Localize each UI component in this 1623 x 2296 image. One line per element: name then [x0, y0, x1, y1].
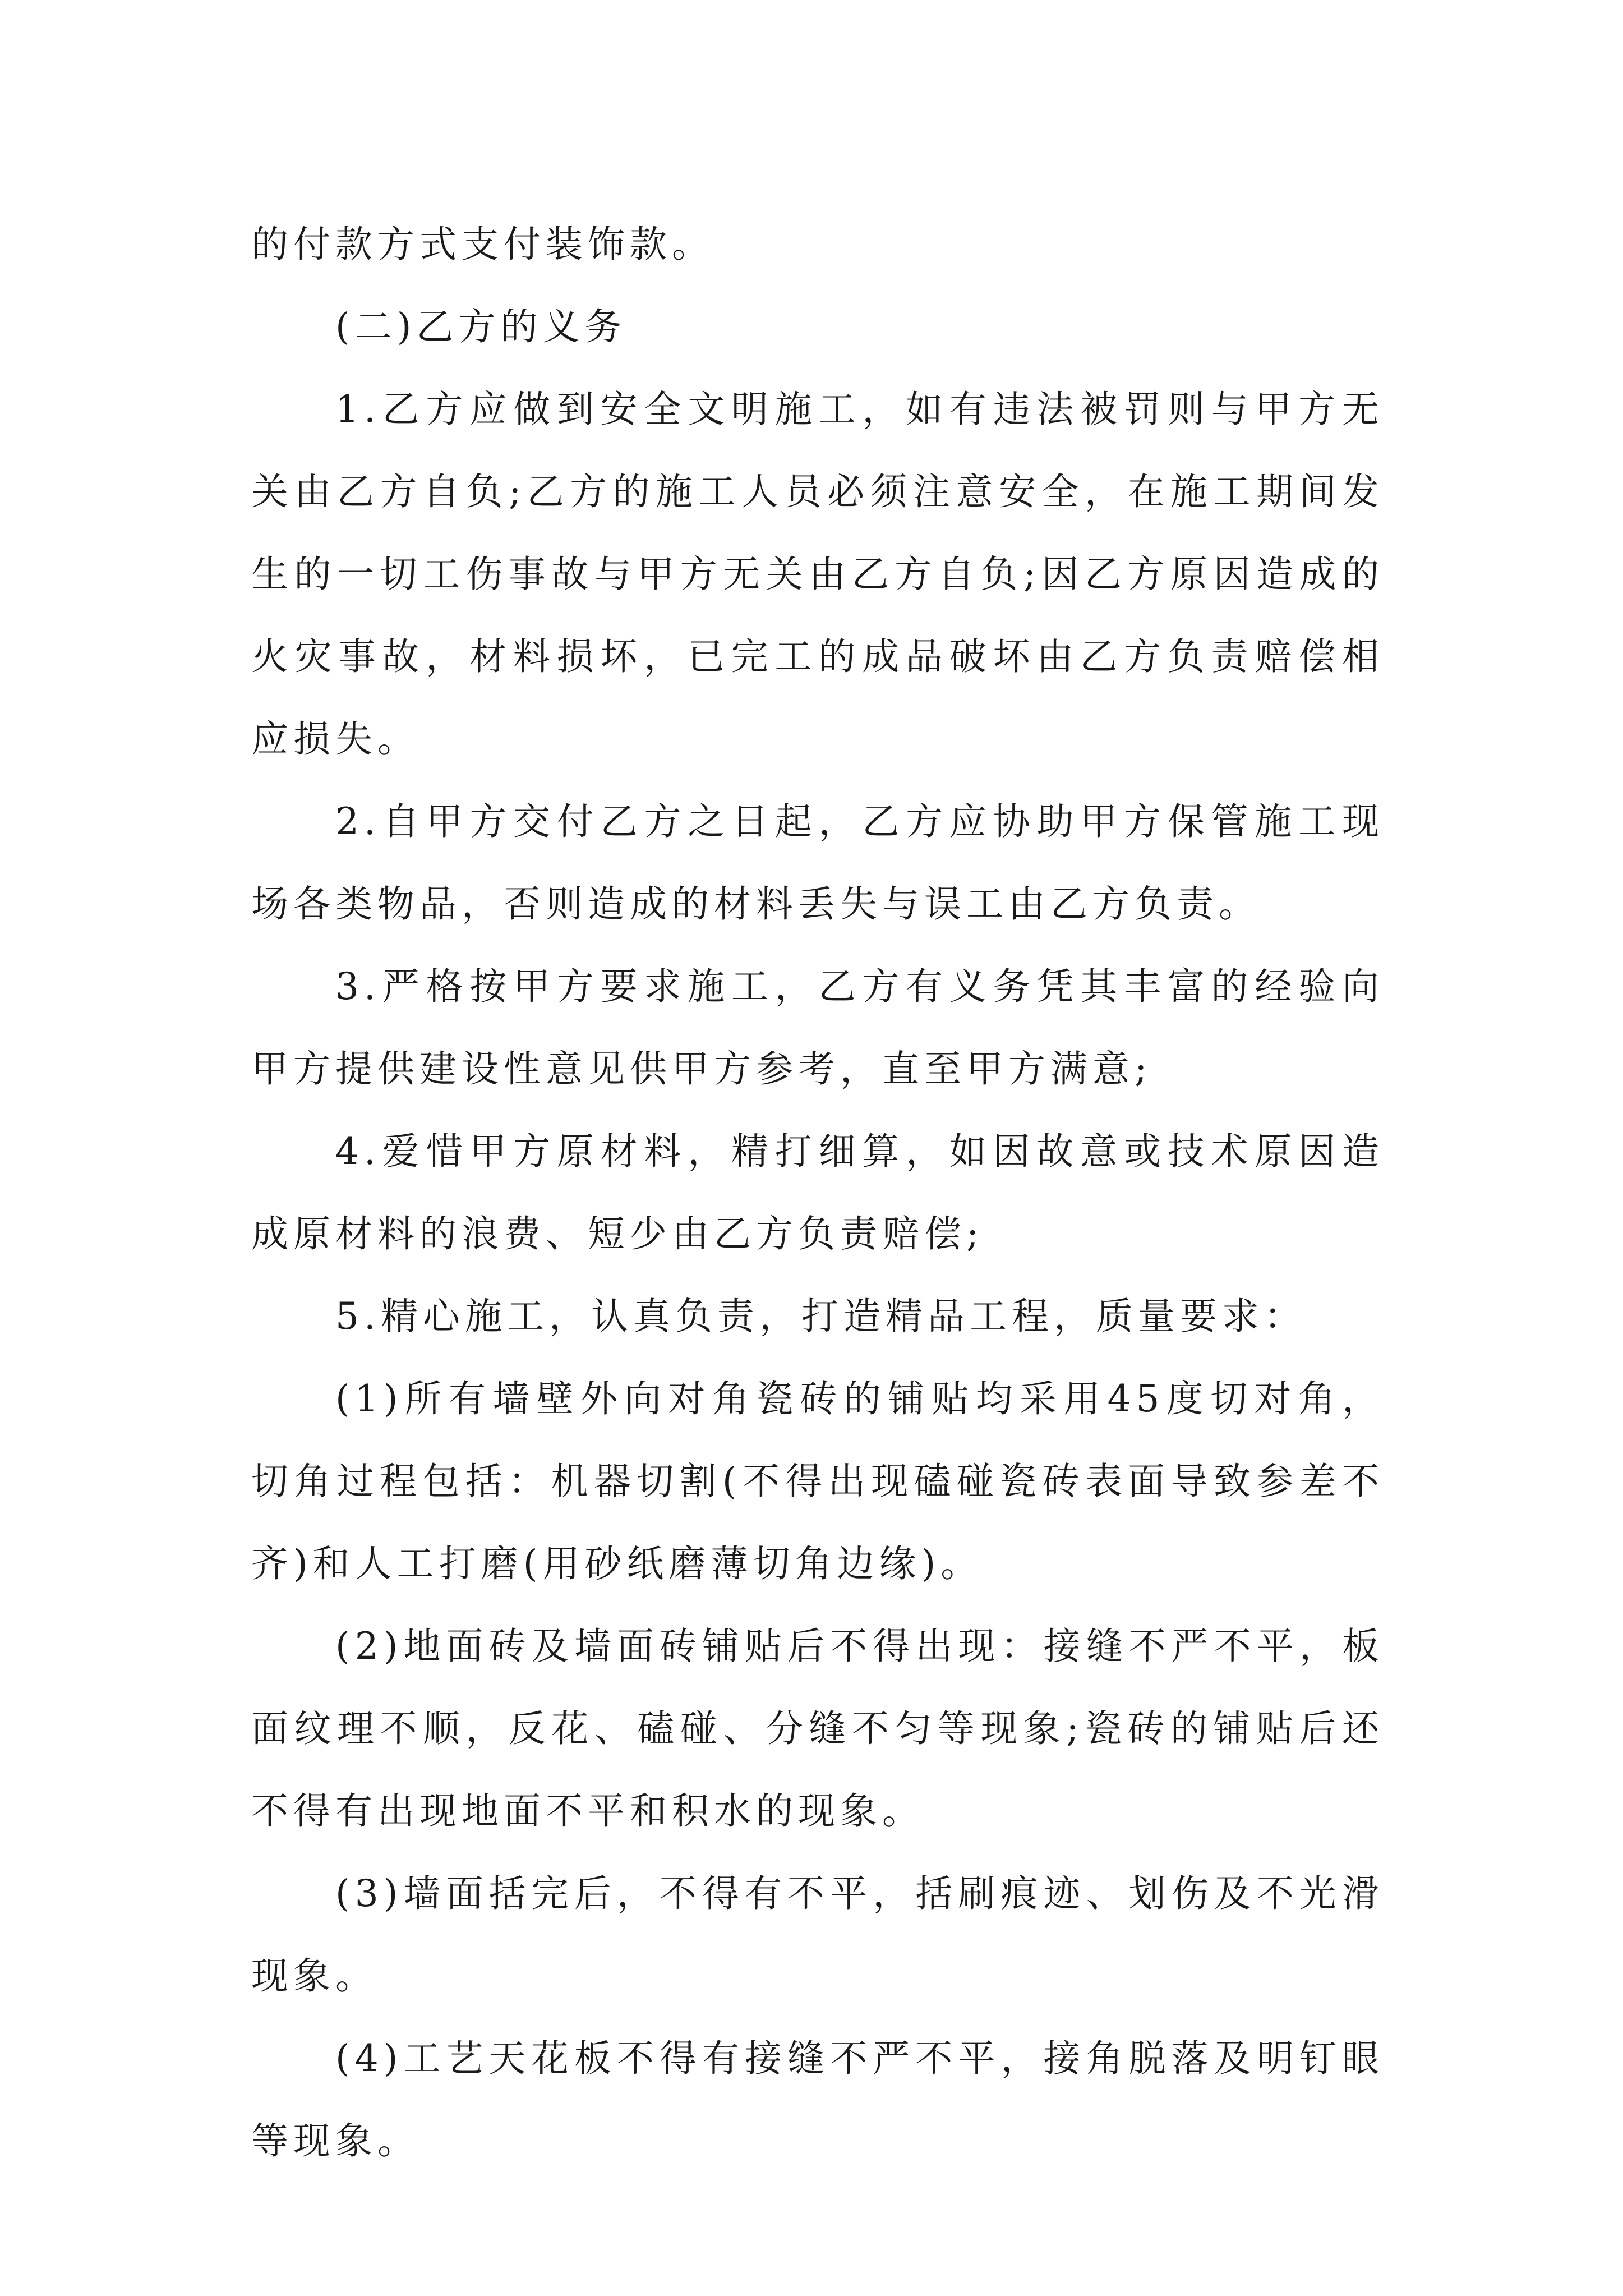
document-body	[251, 203, 1384, 2182]
paragraph-requirement-1: (1)所有墙壁外向对角瓷砖的铺贴均采用45度切对角，切角过程包括：机器切割(不得出现磕碰瓷砖表面导致参差不齐)和人工打磨(用砂纸磨薄切角边缘)。	[251, 1377, 1384, 1585]
section-heading-party-b-obligations: (二)乙方的义务	[335, 305, 627, 348]
paragraph-clause-1: 1.乙方应做到安全文明施工，如有违法被罚则与甲方无关由乙方自负;乙方的施工人员必须注意安全，在施工期间发生的一切工伤事故与甲方无关由乙方自负;因乙方原因造成的火灾事故，材料损坏，已完工的成品破坏由乙方负责赔偿相应损失。	[251, 388, 1384, 761]
paragraph-clause-3: 3.严格按甲方要求施工，乙方有义务凭其丰富的经验向甲方提供建设性意见供甲方参考，直至甲方满意;	[251, 965, 1384, 1091]
paragraph-clause-4: 4.爱惜甲方原材料，精打细算，如因故意或技术原因造成原材料的浪费、短少由乙方负责赔偿;	[251, 1130, 1384, 1255]
paragraph-clause-2: 2.自甲方交付乙方之日起，乙方应协助甲方保管施工现场各类物品，否则造成的材料丢失与误工由乙方负责。	[251, 800, 1384, 926]
paragraph-requirement-3: (3)墙面括完后，不得有不平，括刷痕迹、划伤及不光滑现象。	[251, 1872, 1384, 1998]
paragraph-requirement-2: (2)地面砖及墙面砖铺贴后不得出现：接缝不严不平，板面纹理不顺，反花、磕碰、分缝不匀等现象;瓷砖的铺贴后还不得有出现地面不平和积水的现象。	[251, 1625, 1384, 1833]
paragraph-payment-continuation: 的付款方式支付装饰款。	[251, 223, 714, 266]
paragraph-requirement-4: (4)工艺天花板不得有接缝不严不平，接角脱落及明钉眼等现象。	[251, 2037, 1384, 2162]
paragraph-clause-5: 5.精心施工，认真负责，打造精品工程，质量要求：	[335, 1295, 1306, 1338]
